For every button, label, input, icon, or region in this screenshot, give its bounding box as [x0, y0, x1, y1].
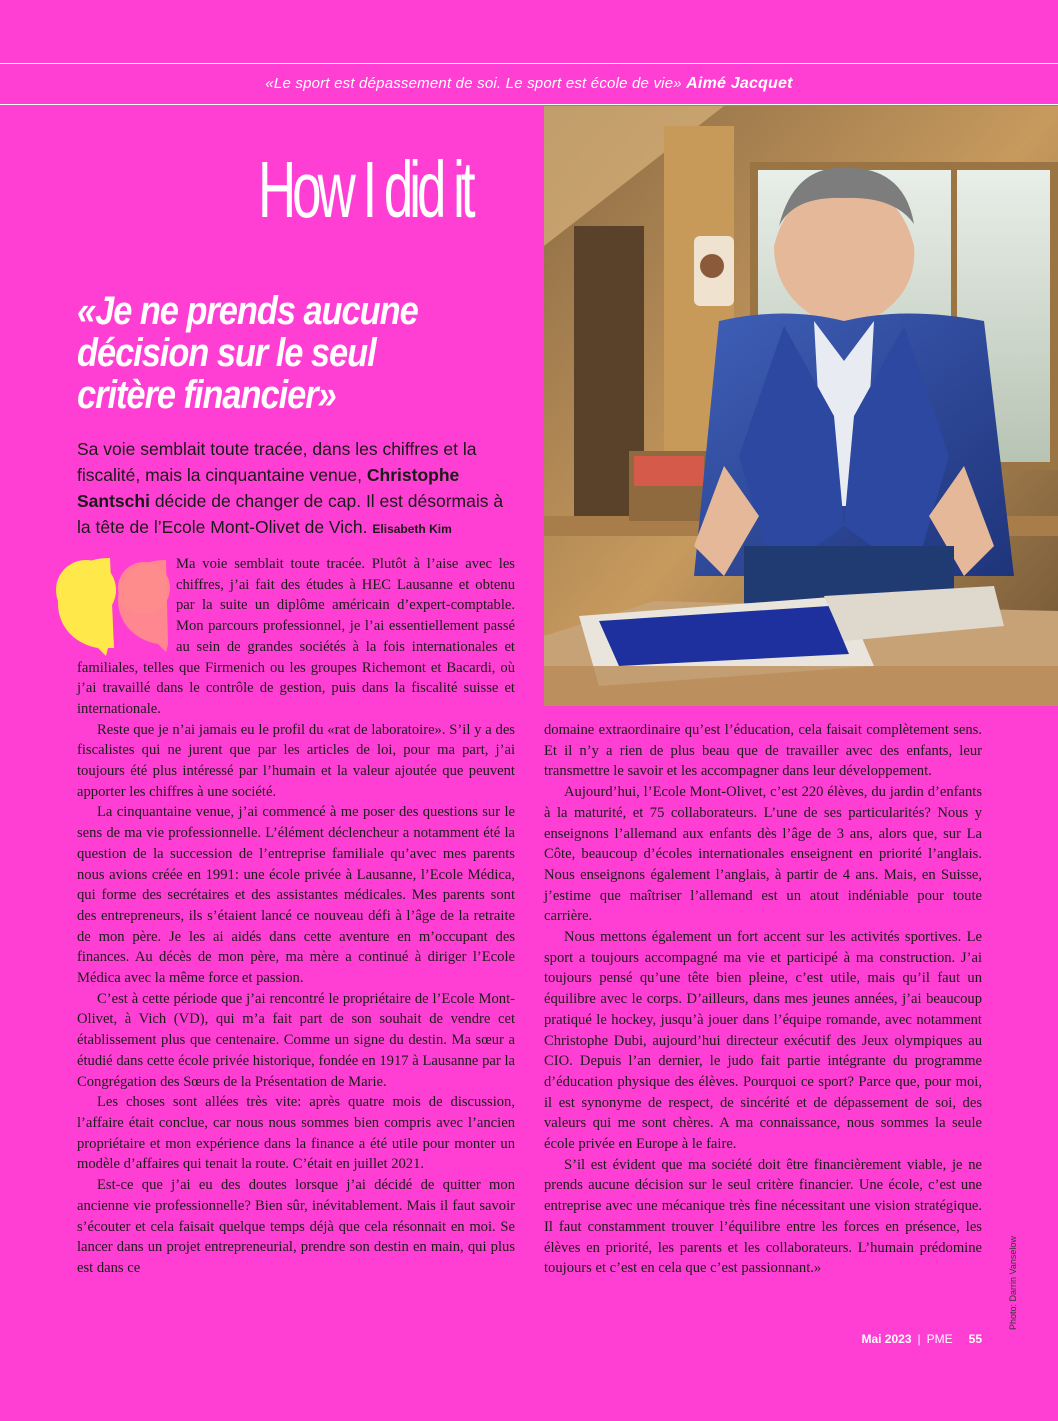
article-paragraph: Les choses sont allées très vite: après quatre mois de discussion, l’affaire était conclue, car nous nous sommes bien compris avec l’ancien propriétaire et mon expérience dans la finance a été utile pour monter un modèle d’affaires qui tenait la route. C’était en juillet 2021. — [77, 1094, 515, 1173]
article-paragraph: La cinquantaine venue, j’ai commencé à me poser des questions sur le sens de ma vie professionnelle. L’élément déclencheur a notamment été la question de la succession de l’entreprise familiale qu’avec mes parents nous avions créée en 1991: une école privée à Lausanne, l’Ecole Médica, qui forme des secrétaires et des assistantes médicales. Mes parents sont des entrepreneurs, ils s’étaient lancé ce nouveau défi à l’âge de la retraite de mon père. Je les ai aidés dans cette aventure en m’occupant des finances. Au décès de mon père, ma mère a continué à diriger l’Ecole Médica avec la même force et passion. — [77, 804, 515, 987]
footer-separator: | — [917, 1332, 921, 1346]
portrait-illustration — [544, 106, 1058, 706]
byline: Elisabeth Kim — [372, 522, 452, 536]
top-rule — [0, 63, 1058, 64]
article-column-1 — [77, 554, 515, 1279]
page-number: 55 — [968, 1332, 982, 1346]
article-paragraph: Est-ce que j’ai eu des doutes lorsque j’ai décidé de quitter mon ancienne vie professionnelle? Bien sûr, inévitablement. Mais il faut savoir s’écouter et cela faisait quelque temps déjà que cela résonnait en moi. Se lancer dans un projet entrepreneurial, prendre son destin en main, qui plus est dans ce — [77, 1177, 515, 1276]
dropquote-spacer — [77, 554, 176, 657]
page-footer — [861, 1332, 982, 1350]
headline: «Je ne prends aucune décision sur le seul critère financier» — [77, 289, 418, 417]
footer-issue: Mai 2023 — [861, 1332, 912, 1346]
article-paragraph: Nous mettons également un fort accent sur les activités sportives. Le sport a toujours accompagné ma vie et participé à ma construction. J’ai toujours pensé qu’une tête bien pleine, c’est utile, mais qu’il faut un équilibre avec le corps. D’ailleurs, dans mes jeunes années, j’ai beaucoup pratiqué le hockey, jusqu’à jouer dans l’équipe romande, avec notamment Christophe Dubi, aujourd’hui directeur exécutif des Jeux olympiques au CIO. Depuis l’an dernier, le judo fait partie intégrante du programme d’éducation physique des élèves. Pourquoi ce sport? Parce que, pour moi, il est synonyme de respect, de sincérité et de dépassement de soi, des valeurs qui me sont chères. A ma connaissance, nous sommes la seule école privée en Europe à le faire. — [544, 929, 982, 1153]
standfirst-name: Christophe Santschi — [77, 465, 460, 511]
article-paragraph: Aujourd’hui, l’Ecole Mont-Olivet, c’est 220 élèves, du jardin d’enfants à la maturité, et 75 collaborateurs. L’une de ses particularités? Nous y enseignons l’allemand aux enfants dès l’âge de 3 ans, alors que, sur La Côte, beaucoup d’écoles internationales enseignent en priorité l’anglais. Nous enseignons également l’anglais, à partir de 4 ans. Mais, en Suisse, j’estime que maîtriser l’allemand est un atout indéniable pour toute carrière. — [544, 784, 982, 925]
portrait-photo — [544, 106, 1058, 706]
banner-author: Aimé Jacquet — [686, 75, 793, 92]
article-paragraph: domaine extraordinaire qu’est l’éducation, cela faisait complètement sens. Et il n’y a rien de plus beau que de travailler avec des enfants, leur transmettre le savoir et les accompagner dans leur développement. — [544, 722, 982, 780]
standfirst-outro: décide de changer de cap. Il est désormais à la tête de l’Ecole Mont-Olivet de Vich. — [77, 491, 504, 537]
banner-rule — [0, 104, 1058, 105]
footer-magazine: PME — [926, 1332, 953, 1346]
quote-banner — [0, 75, 1058, 97]
standfirst-intro: Sa voie semblait toute tracée, dans les chiffres et la fiscalité, mais la cinquantaine venue, — [77, 439, 477, 485]
article-paragraph: C’est à cette période que j’ai rencontré le propriétaire de l’Ecole Mont-Olivet, à Vich (VD), qui m’a fait part de son souhait de vendre cet établissement plus que centenaire. Comme un signe du destin. Ma sœur a étudié dans cette école privée historique, fondée en 1917 à Lausanne par la Congrégation des Sœurs de la Présentation de Marie. — [77, 990, 515, 1090]
article-column-2 — [544, 720, 982, 1279]
article-paragraph: S’il est évident que ma société doit être financièrement viable, je ne prends aucune décision sur le seul critère financier. Une école, c’est une entreprise avec une mécanique très fine nécessitant une vision stratégique. Il faut constamment trouver l’équilibre entre les forces en présence, les élèves en priorité, les parents et les collaborateurs. L’humain prédomine toujours et c’est en cela que c’est passionnant.» — [544, 1156, 982, 1277]
article-paragraph: Ma voie semblait toute tracée. Plutôt à l’aise avec les chiffres, j’ai fait des études à HEC Lausanne et obtenu par la suite un diplôme américain d’expert-comptable. Mon parcours professionnel, je l’ai essentiellement passé au sein de grandes sociétés à la fois internationales et familiales, telles que Firmenich ou les groupes Richemont et Bacardi, où j’ai travaillé dans le contrôle de gestion, puis dans la fiscalité suisse et internationale. — [77, 556, 515, 717]
article-paragraph: Reste que je n’ai jamais eu le profil du «rat de laboratoire». S’il y a des fiscalistes qui ne jurent que par les articles de loi, pour ma part, j’ai toujours été plus intéressé par l’humain et la valeur ajoutée que peuvent apporter les chiffres à une société. — [77, 721, 515, 800]
standfirst — [77, 436, 517, 542]
section-title: How I did it — [258, 145, 472, 234]
banner-quote: «Le sport est dépassement de soi. Le sport est école de vie» — [265, 75, 682, 92]
photo-credit: Photo: Darrin Vanselow — [1008, 1236, 1018, 1330]
